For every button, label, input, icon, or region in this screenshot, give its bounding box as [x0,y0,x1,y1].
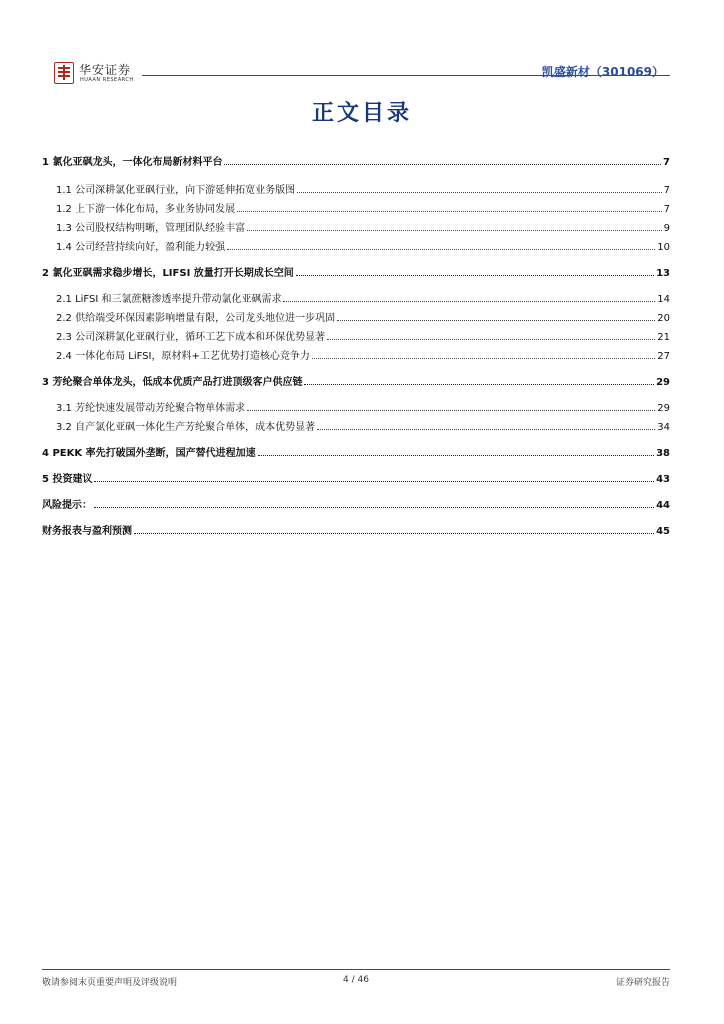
toc-leader [247,230,662,231]
toc-leader [304,384,654,385]
toc-entry-page: 43 [656,474,670,485]
toc-leader [94,507,654,508]
toc-entry-page: 7 [663,204,670,215]
toc-entry-page: 27 [657,351,670,362]
report-type: 证券研究报告 [615,978,670,988]
toc-entry[interactable] [42,263,670,279]
toc-entry-page: 14 [657,294,670,305]
toc-entry-text: 1.3 公司股权结构明晰，管理团队经验丰富 [56,223,246,234]
toc-entry-page: 29 [657,403,670,414]
disclaimer-note: 敬请参阅末页重要声明及评级说明 [42,978,178,988]
toc-leader [224,164,661,165]
toc-entry-text: 4 PEKK 率先打破国外垄断，国产替代进程加速 [42,448,256,459]
toc-leader [227,249,655,250]
toc-entry-text: 3 芳纶聚合单体龙头，低成本优质产品打进顶级客户供应链 [42,377,303,388]
toc-leader [337,320,655,321]
page-footer [42,975,670,989]
page-header [52,60,670,88]
toc-entry[interactable] [42,308,670,324]
toc-leader [312,358,655,359]
toc-entry-text: 2.1 LiFSI 和三氯蔗糖渗透率提升带动氯化亚砜需求 [56,294,282,305]
toc-entry[interactable] [42,180,670,196]
toc-entry-text: 2.3 公司深耕氯化亚砜行业，循环工艺下成本和环保优势显著 [56,332,326,343]
huaan-logo-icon [54,62,74,84]
toc-entry-page: 10 [657,242,670,253]
brand-name: 华安证券 [79,63,132,77]
company-ticker: 凯盛新材（301069） [541,65,664,79]
toc-entry[interactable] [42,417,670,433]
toc-entry[interactable] [42,521,670,537]
toc-entry-text: 3.1 芳纶快速发展带动芳纶聚合物单体需求 [56,403,246,414]
page-title: 正文目录 [311,101,412,126]
toc-leader [247,410,655,411]
toc-leader [317,429,655,430]
toc-entry-page: 45 [656,526,670,537]
toc-entry-text: 1.1 公司深耕氯化亚砜行业，向下游延伸拓宽业务版图 [56,185,296,196]
toc-leader [258,455,654,456]
toc-entry[interactable] [42,237,670,253]
brand-name-en: HUAAN RESEARCH [80,77,134,83]
toc-leader [237,211,662,212]
toc-entry-page: 29 [656,377,670,388]
toc-entry-text: 5 投资建议 [42,474,93,485]
toc-leader [297,192,662,193]
toc-entry-text: 1.2 上下游一体化布局，多业务协同发展 [56,204,236,215]
toc-entry[interactable] [42,327,670,343]
footer-divider [42,969,670,970]
toc-entry-page: 13 [656,268,670,279]
toc-entry-page: 21 [657,332,670,343]
toc-entry-page: 7 [663,185,670,196]
toc-entry[interactable] [42,469,670,485]
toc-entry-text: 财务报表与盈利预测 [42,526,132,537]
toc-entry[interactable] [42,218,670,234]
toc-entry-text: 3.2 自产氯化亚砜一体化生产芳纶聚合单体，成本优势显著 [56,422,316,433]
toc-leader [327,339,655,340]
toc-leader [134,533,654,534]
toc-entry-page: 38 [656,448,670,459]
toc-entry-page: 20 [657,313,670,324]
toc-leader [94,481,654,482]
toc-entry-text: 1 氯化亚砜龙头，一体化布局新材料平台 [42,157,223,168]
toc-leader [296,275,654,276]
toc-entry-text: 2.2 供给端受环保因素影响增量有限，公司龙头地位进一步巩固 [56,313,336,324]
toc-entry[interactable] [42,152,670,168]
toc-entry-text: 风险提示： [42,500,92,511]
toc-entry-text: 1.4 公司经营持续向好，盈利能力较强 [56,242,226,253]
toc-entry[interactable] [42,398,670,414]
toc-leader [283,301,655,302]
toc-entry[interactable] [42,372,670,388]
toc-entry-text: 2.4 一体化布局 LiFSI，原材料+工艺优势打造核心竞争力 [56,351,310,362]
toc-entry-page: 34 [657,422,670,433]
toc-entry-page: 44 [656,500,670,511]
toc-entry-page: 9 [663,223,670,234]
toc-entry[interactable] [42,346,670,362]
toc-entry-page: 7 [663,157,670,168]
toc-entry[interactable] [42,289,670,305]
toc-entry[interactable] [42,495,670,511]
toc-entry[interactable] [42,199,670,215]
page-number: 4 / 46 [343,975,369,985]
toc-entry[interactable] [42,443,670,459]
toc-entry-text: 2 氯化亚砜需求稳步增长，LIFSI 放量打开长期成长空间 [42,268,294,279]
